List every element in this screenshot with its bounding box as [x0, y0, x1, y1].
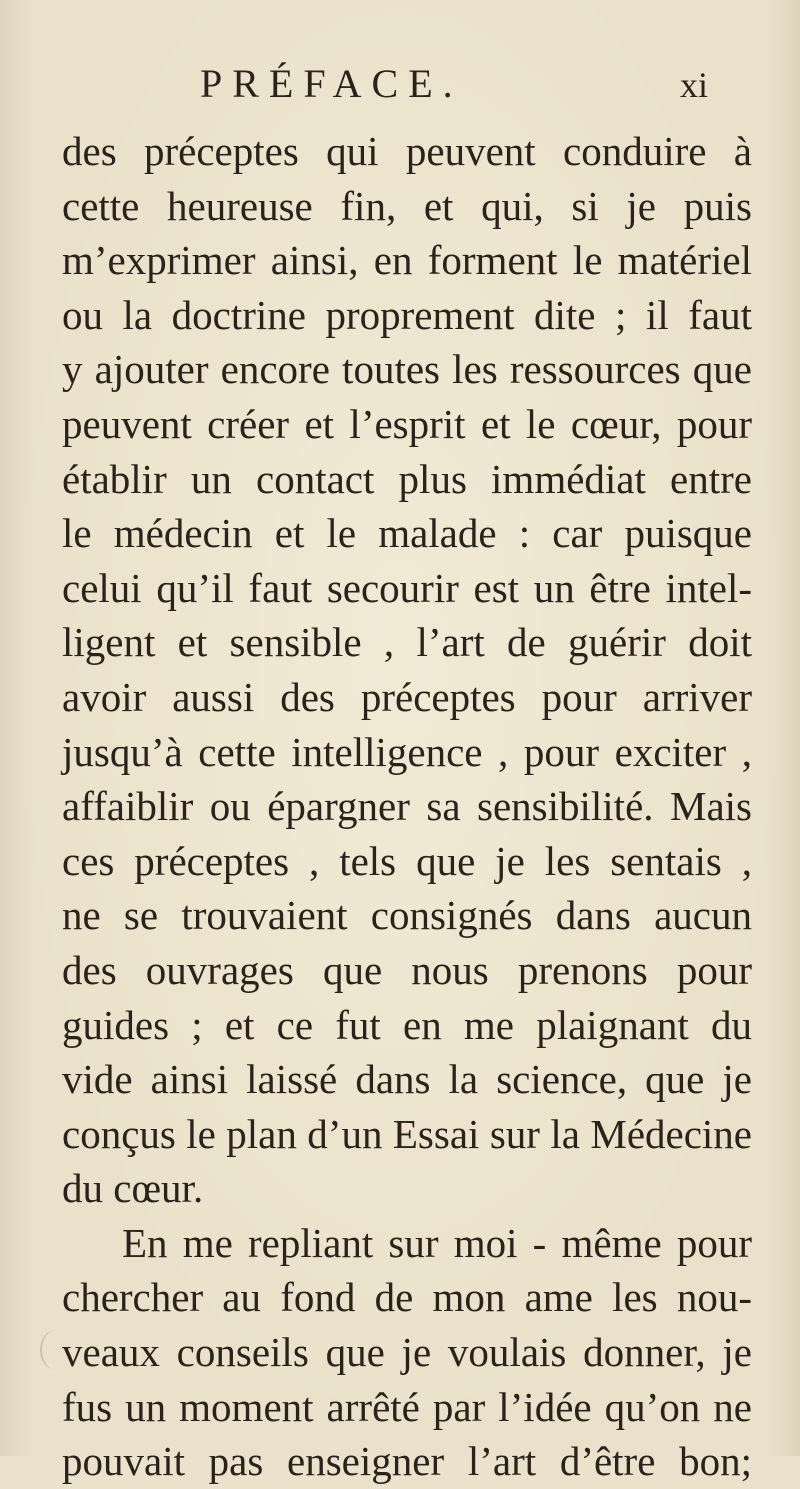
- text-line: y ajouter encore toutes les ressources que: [62, 346, 752, 393]
- text-line: des préceptes qui peuvent conduire à: [62, 128, 752, 174]
- text-line: ligent et sensible , l’art de guérir doit: [62, 619, 752, 666]
- text-line: chercher au fond de mon ame les nou-: [62, 1274, 752, 1321]
- text-line: celui qu’il faut secourir est un être intel-: [62, 564, 752, 611]
- text-line: avoir aussi des préceptes pour arriver: [62, 673, 752, 720]
- text-line: fus un moment arrêté par l’idée qu’on ne: [62, 1383, 752, 1430]
- page-number: xi: [680, 65, 709, 105]
- running-title: PRÉFACE.: [200, 61, 463, 106]
- text-line: ces préceptes , tels que je les sentais ,: [62, 837, 752, 884]
- text-line: peuvent créer et l’esprit et le cœur, pour: [62, 400, 752, 447]
- paragraph-end-line: du cœur.: [62, 1165, 204, 1212]
- body-text: [62, 124, 752, 1489]
- page-header: [0, 60, 800, 120]
- text-line: pouvait pas enseigner l’art d’être bon;: [62, 1438, 752, 1485]
- text-line: guides ; et ce fut en me plaignant du: [62, 1001, 752, 1048]
- text-line: établir un contact plus immédiat entre: [62, 455, 752, 502]
- text-line: affaiblir ou épargner sa sensibilité. Mais: [62, 783, 752, 830]
- text-line: ne se trouvaient consignés dans aucun: [62, 892, 752, 939]
- paper-mark: [40, 1330, 72, 1370]
- text-line: conçus le plan d’un Essai sur la Médecine: [62, 1110, 752, 1157]
- text-line: ou la doctrine proprement dite ; il faut: [62, 291, 752, 338]
- text-line: vide ainsi laissé dans la science, que je: [62, 1056, 752, 1103]
- text-line: cette heureuse fin, et qui, si je puis: [62, 182, 752, 229]
- text-line: des ouvrages que nous prenons pour: [62, 946, 752, 993]
- text-line: jusqu’à cette intelligence , pour exciter ,: [62, 728, 752, 775]
- text-line: m’exprimer ainsi, en forment le matériel: [62, 237, 752, 284]
- paragraph-start-line: En me repliant sur moi - même pour: [122, 1219, 752, 1266]
- text-line: veaux conseils que je voulais donner, je: [62, 1329, 752, 1376]
- text-line: le médecin et le malade : car puisque: [62, 510, 752, 557]
